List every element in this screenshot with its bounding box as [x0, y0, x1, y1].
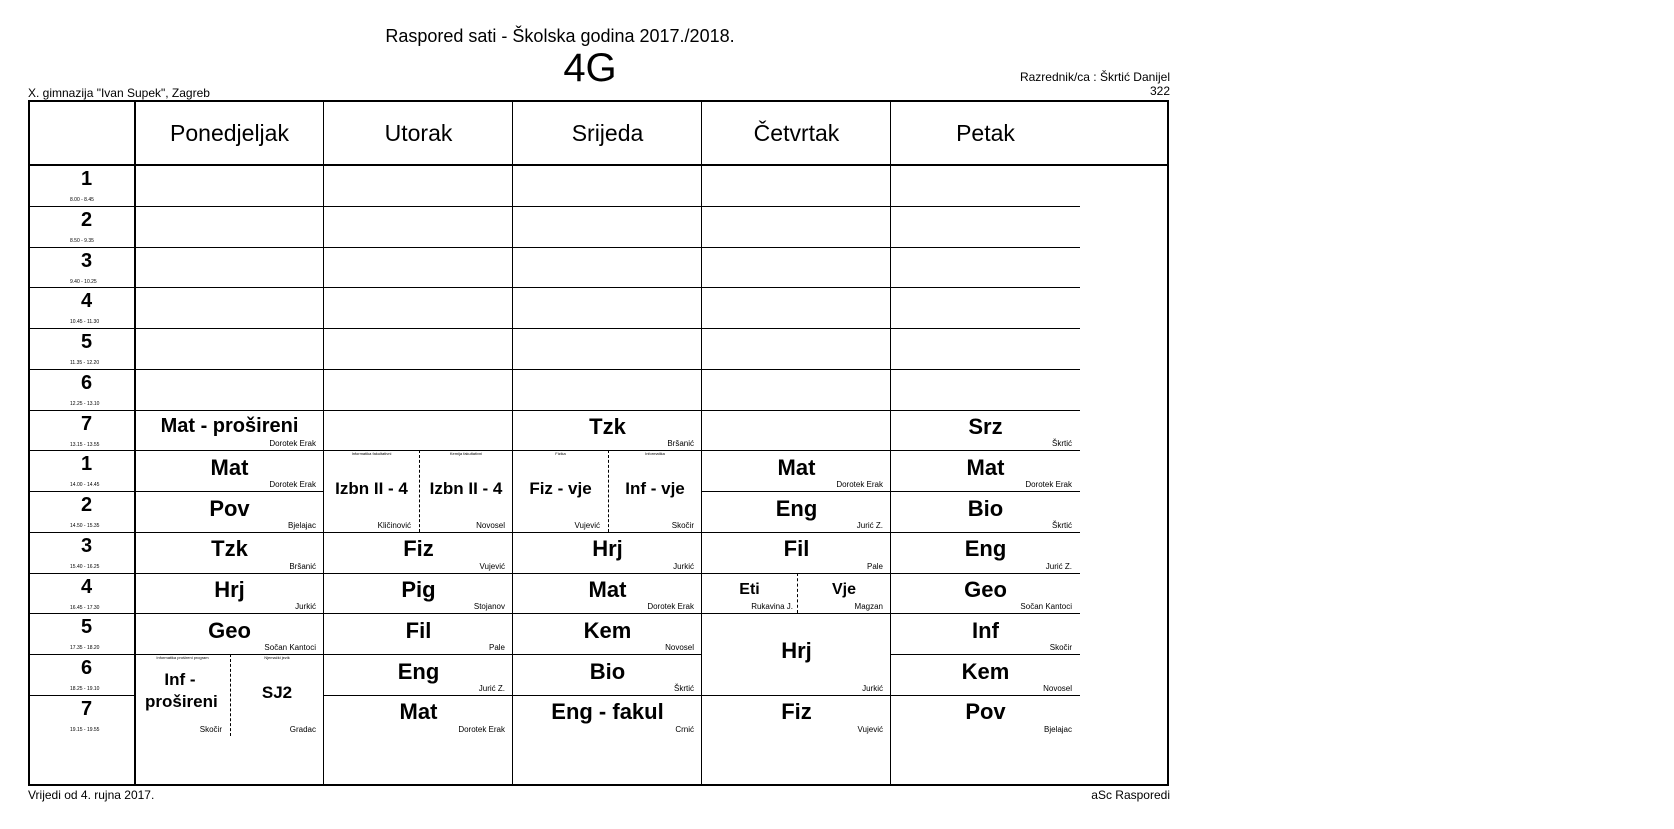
- row-divider: [30, 450, 135, 451]
- lesson-group: Kemija fakultativni: [449, 451, 483, 457]
- software-credit: aSc Rasporedi: [1091, 788, 1170, 802]
- day-header-1: Ponedjeljak: [170, 120, 289, 146]
- lesson-subject: Geo: [208, 617, 251, 643]
- lesson-cell[interactable]: [891, 613, 1080, 654]
- lesson-cell[interactable]: [230, 654, 324, 736]
- lesson-subject: Kem: [961, 658, 1010, 684]
- lesson-teacher: Sočan Kantoci: [264, 643, 316, 652]
- period-time: 13.15 - 13.55: [70, 441, 100, 448]
- period-time: 15.40 - 16.25: [70, 563, 100, 570]
- period-number: 3: [80, 249, 93, 272]
- row-divider: [891, 206, 1080, 207]
- lesson-cell[interactable]: [702, 695, 891, 736]
- lesson-teacher: Škrtić: [1052, 520, 1072, 530]
- period-number: 6: [80, 657, 93, 679]
- row-divider: [30, 247, 135, 248]
- period-time: 17.35 - 18.20: [70, 645, 100, 652]
- lesson-subject: Mat: [966, 454, 1005, 480]
- lesson-group: Informatika: [645, 451, 665, 457]
- timetable-grid: [28, 100, 1169, 786]
- classroom: 322: [1149, 84, 1170, 98]
- header-divider: [30, 164, 1167, 166]
- period-time: 18.25 - 19.10: [70, 686, 100, 692]
- lesson-cell[interactable]: [324, 450, 419, 532]
- period-number: 4: [80, 290, 93, 313]
- lesson-subject: Fiz - vje: [529, 478, 592, 498]
- lesson-teacher: Novosel: [476, 520, 505, 530]
- row-divider: [513, 247, 702, 248]
- lesson-subject: Mat: [210, 454, 249, 480]
- period-number: 5: [80, 616, 93, 639]
- class-name: 4G: [563, 46, 617, 90]
- lesson-cell[interactable]: [797, 573, 891, 614]
- lesson-teacher: Bršanić: [289, 561, 316, 571]
- lesson-teacher: Škrtić: [1052, 439, 1072, 449]
- lesson-cell[interactable]: [891, 695, 1080, 736]
- lesson-teacher: Bršanić: [667, 439, 694, 449]
- lesson-cell[interactable]: [702, 613, 891, 695]
- lesson-teacher: Škrtić: [674, 683, 694, 693]
- row-divider: [30, 613, 135, 614]
- row-divider: [30, 491, 135, 492]
- lesson-subject: Geo: [964, 577, 1007, 603]
- lesson-teacher: Pale: [866, 561, 883, 571]
- row-divider: [135, 287, 324, 288]
- lesson-teacher: Dorotek Erak: [269, 480, 316, 489]
- row-divider: [135, 328, 324, 329]
- lesson-cell[interactable]: [608, 450, 702, 532]
- period-number: 6: [80, 371, 93, 394]
- lesson-subject: Izbn II - 4: [335, 478, 408, 498]
- lesson-teacher: Novosel: [665, 643, 694, 652]
- day-header-3: Srijeda: [571, 120, 644, 146]
- lesson-subject: Hrj: [592, 536, 623, 562]
- row-divider: [135, 206, 324, 207]
- lesson-teacher: Dorotek Erak: [647, 602, 694, 612]
- lesson-cell[interactable]: [135, 410, 324, 451]
- period-number: 7: [80, 412, 93, 435]
- lesson-subject: Mat: [399, 699, 438, 725]
- lesson-cell[interactable]: [513, 450, 608, 532]
- row-divider: [30, 654, 135, 655]
- period-time: 16.45 - 17.30: [70, 604, 100, 611]
- row-divider: [30, 532, 135, 533]
- lesson-subject: Fil: [783, 536, 810, 562]
- lesson-teacher: Jurić Z.: [478, 683, 505, 693]
- lesson-cell[interactable]: [513, 410, 702, 451]
- day-header-2: Utorak: [384, 120, 453, 146]
- lesson-cell[interactable]: [324, 695, 513, 736]
- lesson-teacher: Skočir: [1049, 643, 1072, 652]
- lesson-cell[interactable]: [513, 613, 702, 654]
- period-number: 1: [80, 168, 93, 190]
- row-divider: [135, 247, 324, 248]
- lesson-cell[interactable]: [891, 654, 1080, 695]
- lesson-cell[interactable]: [891, 491, 1080, 532]
- lesson-cell[interactable]: [891, 410, 1080, 451]
- period-time: 8.50 - 9.35: [70, 237, 94, 244]
- lesson-teacher: Novosel: [1043, 683, 1072, 693]
- lesson-teacher: Skočir: [199, 724, 222, 734]
- lesson-subject: Eng: [964, 536, 1007, 562]
- lesson-teacher: Pale: [488, 643, 505, 652]
- period-number: 2: [80, 494, 93, 516]
- row-divider: [30, 206, 135, 207]
- row-divider: [30, 573, 135, 574]
- period-time: 12.25 - 13.10: [70, 400, 100, 407]
- lesson-group: Informatika prošireni program: [156, 655, 209, 660]
- row-divider: [702, 206, 891, 207]
- lesson-cell[interactable]: [702, 450, 891, 491]
- lesson-teacher: Rukavina J.: [751, 602, 793, 612]
- day-header-5: Petak: [956, 120, 1015, 146]
- timetable-title: Raspored sati - Školska godina 2017./2018.: [385, 26, 735, 46]
- lesson-group: Fizika: [555, 451, 566, 457]
- row-divider: [702, 247, 891, 248]
- period-time: 19.15 - 19.55: [70, 726, 100, 733]
- lesson-teacher: Jurkić: [673, 561, 694, 571]
- lesson-subject: Pov: [209, 495, 250, 521]
- lesson-teacher: Vujević: [574, 520, 600, 530]
- lesson-cell[interactable]: [135, 491, 324, 532]
- period-time: 9.40 - 10.25: [70, 278, 97, 285]
- period-number: 3: [80, 534, 93, 557]
- lesson-subject: Eng: [397, 658, 440, 684]
- lesson-cell[interactable]: [702, 573, 797, 614]
- lesson-teacher: Sočan Kantoci: [1020, 602, 1072, 612]
- lesson-cell[interactable]: [419, 450, 513, 532]
- row-divider: [702, 287, 891, 288]
- period-number: 2: [80, 208, 93, 231]
- period-number: 7: [80, 697, 93, 720]
- row-divider: [324, 247, 513, 248]
- lesson-teacher: Jurkić: [862, 683, 883, 693]
- row-divider: [324, 328, 513, 329]
- lesson-cell[interactable]: [891, 573, 1080, 614]
- lesson-teacher: Jurić Z.: [1045, 561, 1072, 571]
- lesson-cell[interactable]: [513, 695, 702, 736]
- lesson-subject: Inf - prošireni: [145, 669, 218, 711]
- row-divider: [30, 695, 135, 696]
- lesson-subject: Fil: [405, 617, 432, 643]
- row-divider: [513, 206, 702, 207]
- lesson-cell[interactable]: [513, 654, 702, 695]
- lesson-cell[interactable]: [513, 573, 702, 614]
- row-divider: [891, 369, 1080, 370]
- lesson-cell[interactable]: [324, 654, 513, 695]
- lesson-cell[interactable]: [513, 532, 702, 573]
- row-divider: [702, 369, 891, 370]
- lesson-teacher: Dorotek Erak: [458, 724, 505, 734]
- period-number: 5: [80, 331, 93, 353]
- lesson-teacher: Vujević: [857, 724, 883, 734]
- lesson-cell[interactable]: [324, 532, 513, 573]
- row-divider: [324, 369, 513, 370]
- lesson-cell[interactable]: [891, 532, 1080, 573]
- valid-from: Vrijedi od 4. rujna 2017.: [28, 788, 155, 802]
- row-divider: [30, 410, 135, 411]
- period-time: 11.35 - 12.20: [70, 360, 100, 366]
- lesson-cell[interactable]: [135, 654, 230, 736]
- lesson-teacher: Jurić Z.: [856, 520, 883, 530]
- lesson-group: Informatika fakultativni: [351, 451, 392, 457]
- row-divider: [513, 328, 702, 329]
- lesson-subject: Inf - vje: [625, 478, 685, 498]
- lesson-teacher: Kličinović: [377, 520, 411, 530]
- lesson-cell[interactable]: [324, 613, 513, 654]
- lesson-subject: Inf: [972, 617, 999, 643]
- lesson-teacher: Jurkić: [295, 602, 316, 612]
- lesson-group: Njemački jezik: [264, 655, 290, 660]
- lesson-subject: Eng - fakul: [551, 699, 664, 725]
- row-divider: [891, 328, 1080, 329]
- lesson-teacher: Bjelajac: [287, 520, 316, 530]
- row-divider: [513, 287, 702, 288]
- lesson-subject: Eng: [775, 495, 818, 521]
- row-divider: [135, 369, 324, 370]
- lesson-subject: Kem: [583, 617, 632, 643]
- lesson-subject: Mat: [588, 577, 627, 603]
- lesson-teacher: Magzan: [854, 602, 883, 612]
- lesson-cell[interactable]: [324, 573, 513, 614]
- lesson-subject: Vje: [831, 581, 856, 599]
- lesson-cell[interactable]: [891, 450, 1080, 491]
- class-teacher: Razrednik/ca : Škrtić Danijel: [1019, 70, 1170, 84]
- lesson-teacher: Crnić: [675, 724, 694, 734]
- lesson-subject: Bio: [589, 658, 626, 684]
- lesson-subject: Hrj: [214, 577, 245, 603]
- day-header-4: Četvrtak: [753, 120, 840, 146]
- row-divider: [891, 287, 1080, 288]
- class-teacher-info: [900, 70, 1170, 98]
- lesson-teacher: Gradac: [289, 724, 316, 734]
- lesson-subject: Izbn II - 4: [429, 478, 503, 498]
- lesson-subject: Tzk: [589, 414, 626, 440]
- lesson-teacher: Dorotek Erak: [269, 439, 316, 449]
- row-divider: [702, 328, 891, 329]
- row-divider: [324, 287, 513, 288]
- lesson-cell[interactable]: [702, 532, 891, 573]
- lesson-subject: Mat: [777, 454, 816, 480]
- lesson-subject: Eti: [739, 581, 760, 599]
- row-divider: [324, 410, 513, 411]
- lesson-subject: Fiz: [781, 699, 812, 725]
- lesson-teacher: Skočir: [671, 520, 694, 530]
- row-divider: [30, 287, 135, 288]
- row-divider: [891, 247, 1080, 248]
- lesson-cell[interactable]: [702, 491, 891, 532]
- period-time: 14.50 - 15.35: [70, 523, 100, 529]
- period-time: 10.45 - 11.30: [70, 319, 100, 326]
- lesson-subject: Tzk: [211, 536, 248, 562]
- row-divider: [513, 369, 702, 370]
- lesson-teacher: Dorotek Erak: [1025, 480, 1072, 489]
- lesson-subject: SJ2: [261, 682, 293, 702]
- lesson-cell[interactable]: [135, 573, 324, 614]
- period-number: 1: [80, 453, 93, 476]
- lesson-teacher: Stojanov: [473, 602, 505, 612]
- lesson-cell[interactable]: [135, 532, 324, 573]
- period-time: 8.00 - 8.45: [70, 197, 94, 203]
- school-name: X. gimnazija "Ivan Supek", Zagreb: [28, 86, 210, 100]
- lesson-teacher: Bjelajac: [1043, 724, 1072, 734]
- period-time: 14.00 - 14.45: [70, 482, 100, 489]
- period-number: 4: [80, 575, 93, 598]
- lesson-cell[interactable]: [135, 613, 324, 654]
- lesson-subject: Bio: [967, 495, 1004, 521]
- lesson-subject: Pov: [965, 699, 1006, 725]
- lesson-teacher: Vujević: [479, 561, 505, 571]
- lesson-subject: Mat - prošireni: [160, 415, 299, 438]
- lesson-subject: Pig: [401, 577, 436, 603]
- row-divider: [30, 328, 135, 329]
- lesson-subject: Srz: [968, 414, 1003, 440]
- lesson-cell[interactable]: [135, 450, 324, 491]
- lesson-teacher: Dorotek Erak: [836, 480, 883, 489]
- row-divider: [30, 369, 135, 370]
- row-divider: [324, 206, 513, 207]
- lesson-subject: Fiz: [403, 536, 434, 562]
- lesson-subject: Hrj: [781, 638, 812, 664]
- row-divider: [702, 410, 891, 411]
